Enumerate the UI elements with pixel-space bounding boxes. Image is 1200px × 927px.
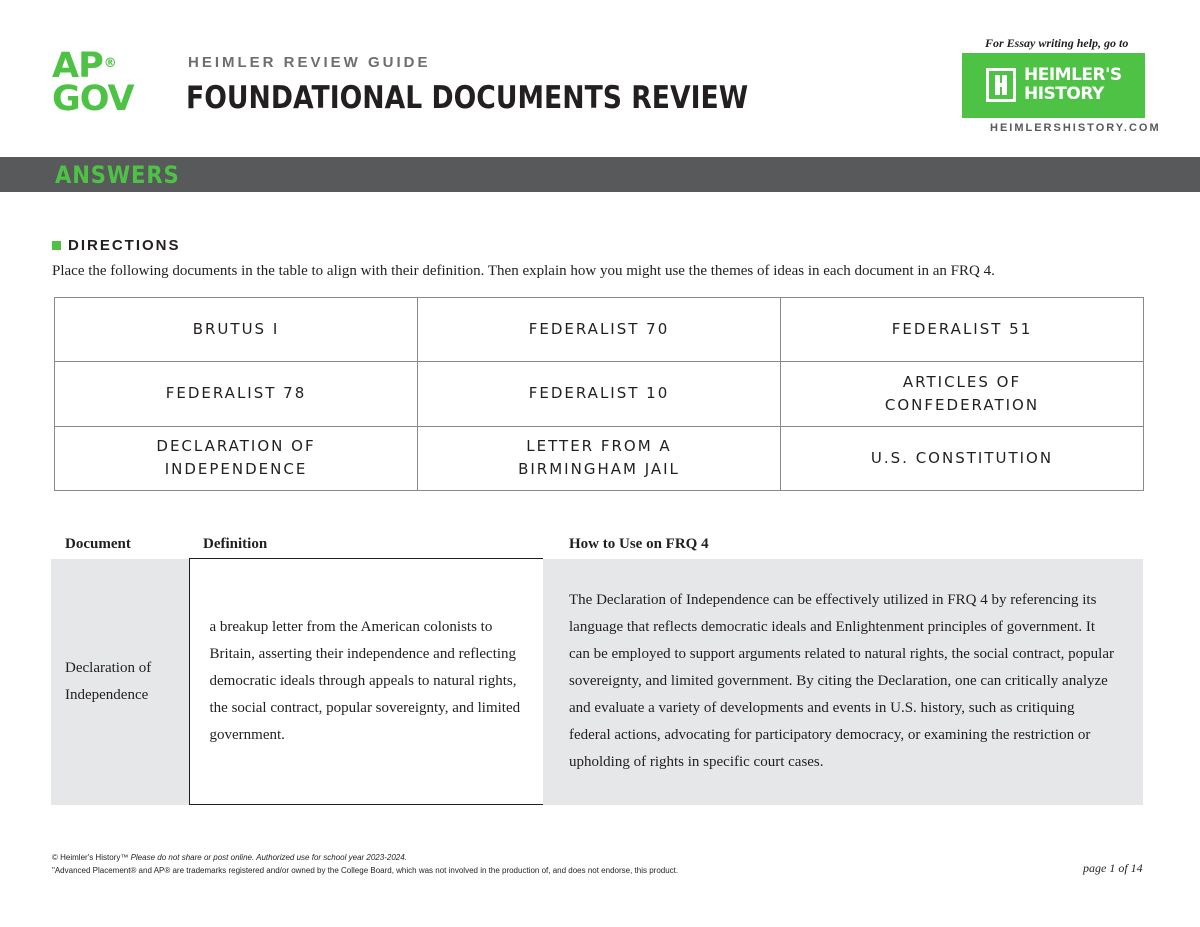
logo-ap: AP xyxy=(52,46,103,86)
answer-table xyxy=(51,530,1143,805)
directions-text: Place the following documents in the table to align with their definition. Then explain how you might use the themes of ideas in each document in an FRQ 4. xyxy=(52,263,995,279)
brand-url[interactable]: HEIMLERSHISTORY.COM xyxy=(990,122,1161,134)
header-definition: Definition xyxy=(189,530,543,559)
grid-row xyxy=(55,362,1144,426)
brand-name xyxy=(1024,66,1122,104)
page-title: FOUNDATIONAL DOCUMENTS REVIEW xyxy=(186,80,749,116)
trademark-line: "Advanced Placement® and AP® are trademarks registered and/or owned by the College Board, which was not involved in the production of, and does not endorse, this product. xyxy=(52,866,679,875)
copyright-prefix: © Heimler's History™ xyxy=(52,853,129,862)
logo-registered-mark: ® xyxy=(103,56,116,71)
heimler-h-icon xyxy=(986,68,1016,102)
brand-line1: HEIMLER'S xyxy=(1024,65,1122,85)
section-bar xyxy=(0,157,1200,192)
header-how-to-use: How to Use on FRQ 4 xyxy=(569,535,709,552)
section-label: ANSWERS xyxy=(55,161,180,189)
heimlers-history-logo[interactable] xyxy=(962,53,1145,118)
bullet-square-icon xyxy=(52,241,61,250)
grid-cell: FEDERALIST 70 xyxy=(418,298,781,362)
grid-cell: LETTER FROM A BIRMINGHAM JAIL xyxy=(418,426,781,490)
table-row xyxy=(51,559,1143,805)
grid-cell: FEDERALIST 78 xyxy=(55,362,418,426)
grid-cell: FEDERALIST 10 xyxy=(418,362,781,426)
ap-gov-logo xyxy=(52,46,157,122)
copyright-line xyxy=(52,853,407,862)
definition-cell: a breakup letter from the American colonists to Britain, asserting their independence and reflecting democratic ideals through appeals to natural rights, the social contract, popular sovereignty, and limited government. xyxy=(189,559,543,805)
grid-cell: ARTICLES OF CONFEDERATION xyxy=(781,362,1144,426)
page-number: page 1 of 14 xyxy=(1083,861,1143,875)
essay-help-text: For Essay writing help, go to xyxy=(985,36,1129,50)
grid-cell: FEDERALIST 51 xyxy=(781,298,1144,362)
logo-gov: GOV xyxy=(52,79,134,119)
grid-row xyxy=(55,298,1144,362)
document-grid xyxy=(54,297,1144,491)
brand-line2: HISTORY xyxy=(1024,84,1104,104)
directions-heading: DIRECTIONS xyxy=(68,237,181,254)
answer-header-row xyxy=(51,530,1143,559)
grid-cell: BRUTUS I xyxy=(55,298,418,362)
document-cell: Declaration of Independence xyxy=(51,559,189,805)
header-document: Document xyxy=(65,535,131,552)
grid-row xyxy=(55,426,1144,490)
how-to-use-cell: The Declaration of Independence can be effectively utilized in FRQ 4 by referencing its language that reflects democratic ideals and Enlightenment principles of government. It can be employed to support arguments related to natural rights, the social contract, popular sovereignty, and limited government. By citing the Declaration, one can critically analyze and evaluate a variety of developments and events in U.S. history, such as critiquing federal actions, advocating for participatory democracy, or examining the restriction or upholding of rights in specific court cases. xyxy=(543,559,1143,805)
guide-label: HEIMLER REVIEW GUIDE xyxy=(188,54,431,71)
grid-cell: DECLARATION OF INDEPENDENCE xyxy=(55,426,418,490)
copyright-notice: Please do not share or post online. Authorized use for school year 2023-2024. xyxy=(130,853,407,862)
grid-cell: U.S. CONSTITUTION xyxy=(781,426,1144,490)
